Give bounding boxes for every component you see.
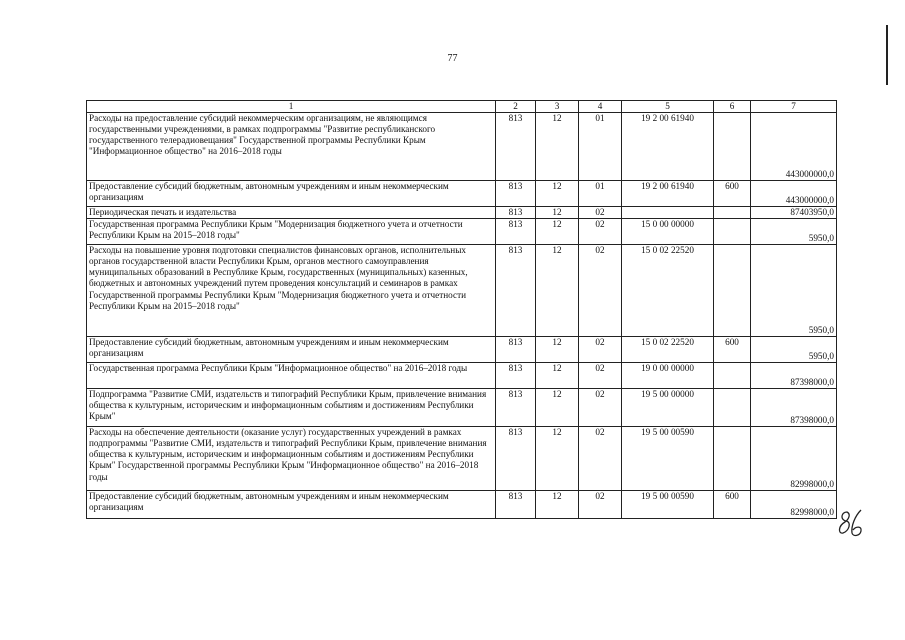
table-row [87, 427, 837, 491]
amount-cell: 5950,0 [751, 219, 837, 245]
target-code-cell [622, 207, 714, 219]
header-row [87, 101, 837, 113]
target-code-cell: 19 2 00 61940 [622, 181, 714, 207]
table-row [87, 219, 837, 245]
expense-type-cell [714, 219, 751, 245]
expense-type-cell [714, 427, 751, 491]
expense-type-cell: 600 [714, 491, 751, 519]
target-code-cell: 19 5 00 00000 [622, 389, 714, 427]
row-name-cell: Предоставление субсидий бюджетным, автономным учреждениям и иным некоммерческим организациям [87, 491, 496, 519]
subsection-cell: 01 [579, 113, 622, 181]
page-number: 77 [447, 53, 458, 64]
section-cell: 12 [536, 337, 579, 363]
amount-cell: 87398000,0 [751, 389, 837, 427]
subsection-cell: 02 [579, 491, 622, 519]
amount-cell: 5950,0 [751, 337, 837, 363]
row-name-cell: Подпрограмма "Развитие СМИ, издательств и типографий Республики Крым, привлечение внимания общества к культурным, историческим и информационным событиям и достижениям Республики Крым" [87, 389, 496, 427]
subsection-cell: 02 [579, 427, 622, 491]
table-row [87, 491, 837, 519]
header-cell: 4 [579, 101, 622, 113]
admin-code-cell: 813 [496, 181, 536, 207]
row-name-cell: Расходы на обеспечение деятельности (оказание услуг) государственных учреждений в рамках подпрограммы "Развитие СМИ, издательств и типографий Республики Крым, привлечение внимания общества к культурным, историческим и информационным событиям и достижениям Республики Крым" Государственной программы Республики Крым "Информационное общество" на 2016–2018 годы [87, 427, 496, 491]
section-cell: 12 [536, 491, 579, 519]
table-row [87, 389, 837, 427]
amount-cell: 87398000,0 [751, 363, 837, 389]
expense-type-cell [714, 207, 751, 219]
target-code-cell: 15 0 00 00000 [622, 219, 714, 245]
admin-code-cell: 813 [496, 245, 536, 337]
target-code-cell: 19 2 00 61940 [622, 113, 714, 181]
row-name-cell: Государственная программа Республики Крым "Информационное общество" на 2016–2018 годы [87, 363, 496, 389]
subsection-cell: 02 [579, 389, 622, 427]
admin-code-cell: 813 [496, 219, 536, 245]
amount-cell: 82998000,0 [751, 491, 837, 519]
admin-code-cell: 813 [496, 207, 536, 219]
amount-cell: 87403950,0 [751, 207, 837, 219]
header-cell: 7 [751, 101, 837, 113]
expense-type-cell [714, 363, 751, 389]
budget-table [86, 100, 837, 519]
table-row [87, 245, 837, 337]
table-row [87, 337, 837, 363]
header-cell: 1 [87, 101, 496, 113]
header-cell: 5 [622, 101, 714, 113]
admin-code-cell: 813 [496, 491, 536, 519]
target-code-cell: 19 0 00 00000 [622, 363, 714, 389]
table-row [87, 113, 837, 181]
header-cell: 6 [714, 101, 751, 113]
row-name-cell: Предоставление субсидий бюджетным, автономным учреждениям и иным некоммерческим организациям [87, 181, 496, 207]
section-cell: 12 [536, 389, 579, 427]
handwritten-page-number [836, 506, 866, 540]
admin-code-cell: 813 [496, 337, 536, 363]
table-row [87, 363, 837, 389]
expense-type-cell [714, 113, 751, 181]
header-cell: 2 [496, 101, 536, 113]
target-code-cell: 15 0 02 22520 [622, 245, 714, 337]
target-code-cell: 15 0 02 22520 [622, 337, 714, 363]
row-name-cell: Расходы на повышение уровня подготовки специалистов финансовых органов, исполнительных органов государственной власти Республики Крым, органов местного самоуправления муниципальных образований в Республике Крым, государственных (муниципальных) казенных, бюджетных и автономных учреждений путем проведения консультаций и семинаров в рамках Государственной программы Республики Крым "Модернизация бюджетного учета и отчетности Республики Крым на 2015–2018 годы" [87, 245, 496, 337]
admin-code-cell: 813 [496, 363, 536, 389]
admin-code-cell: 813 [496, 427, 536, 491]
subsection-cell: 02 [579, 337, 622, 363]
row-name-cell: Расходы на предоставление субсидий некоммерческим организациям, не являющимся государственными учреждениями, в рамках подпрограммы "Развитие республиканского государственного телерадиовещания" Государственной программы Республики Крым "Информационное общество" на 2016–2018 годы [87, 113, 496, 181]
section-cell: 12 [536, 113, 579, 181]
header-cell: 3 [536, 101, 579, 113]
section-cell: 12 [536, 181, 579, 207]
target-code-cell: 19 5 00 00590 [622, 427, 714, 491]
subsection-cell: 01 [579, 181, 622, 207]
amount-cell: 443000000,0 [751, 113, 837, 181]
table-row [87, 181, 837, 207]
section-cell: 12 [536, 427, 579, 491]
subsection-cell: 02 [579, 219, 622, 245]
subsection-cell: 02 [579, 245, 622, 337]
amount-cell: 82998000,0 [751, 427, 837, 491]
amount-cell: 443000000,0 [751, 181, 837, 207]
row-name-cell: Предоставление субсидий бюджетным, автономным учреждениям и иным некоммерческим организациям [87, 337, 496, 363]
expense-type-cell: 600 [714, 181, 751, 207]
subsection-cell: 02 [579, 207, 622, 219]
section-cell: 12 [536, 207, 579, 219]
expense-type-cell [714, 389, 751, 427]
admin-code-cell: 813 [496, 389, 536, 427]
subsection-cell: 02 [579, 363, 622, 389]
target-code-cell: 19 5 00 00590 [622, 491, 714, 519]
row-name-cell: Государственная программа Республики Крым "Модернизация бюджетного учета и отчетности Республики Крым на 2015–2018 годы" [87, 219, 496, 245]
section-cell: 12 [536, 219, 579, 245]
expense-type-cell: 600 [714, 337, 751, 363]
amount-cell: 5950,0 [751, 245, 837, 337]
section-cell: 12 [536, 363, 579, 389]
section-cell: 12 [536, 245, 579, 337]
expense-type-cell [714, 245, 751, 337]
row-name-cell: Периодическая печать и издательства [87, 207, 496, 219]
margin-mark [886, 25, 888, 85]
admin-code-cell: 813 [496, 113, 536, 181]
table-row [87, 207, 837, 219]
